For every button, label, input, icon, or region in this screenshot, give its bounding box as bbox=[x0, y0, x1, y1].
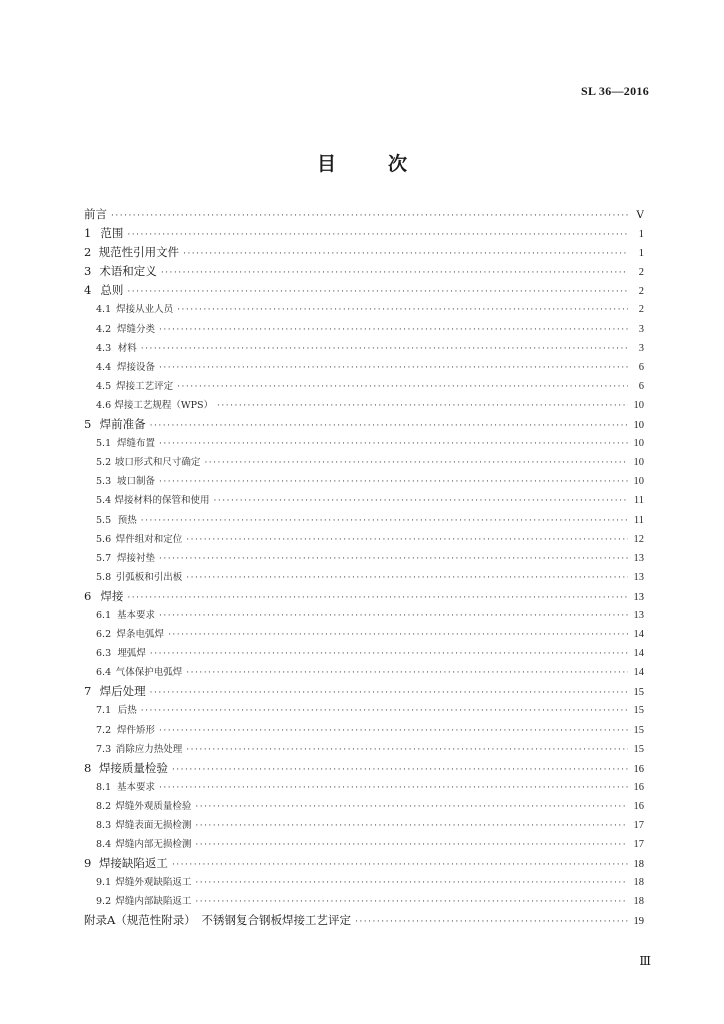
toc-entry-page: 18 bbox=[633, 877, 644, 889]
toc-entry-title: 焊接设备 bbox=[116, 361, 155, 373]
toc-entry-title: 范围 bbox=[100, 226, 124, 241]
toc-entry-number: 5 bbox=[84, 417, 92, 432]
toc-entry-title: 坡口制备 bbox=[116, 476, 155, 488]
toc-entry-page: 14 bbox=[633, 629, 644, 641]
page-number: Ⅲ bbox=[639, 954, 651, 968]
toc-entry-number: 4.1 bbox=[96, 304, 112, 316]
toc-leader-dots bbox=[195, 840, 628, 850]
toc-entry-title: 预热 bbox=[117, 514, 137, 526]
toc-entry[interactable] bbox=[84, 454, 644, 473]
toc-entry[interactable] bbox=[84, 340, 644, 359]
toc-entry[interactable] bbox=[84, 397, 644, 416]
toc-entry-page: 18 bbox=[633, 859, 644, 871]
toc-entry-number: 4.2 bbox=[96, 323, 112, 335]
toc-entry[interactable] bbox=[84, 798, 644, 817]
toc-entry-page: Ⅴ bbox=[636, 210, 644, 221]
toc-leader-dots bbox=[127, 230, 628, 240]
toc-entry[interactable] bbox=[84, 855, 644, 874]
toc-entry-page: 13 bbox=[633, 609, 644, 621]
toc-entry-page: 2 bbox=[638, 304, 644, 316]
toc-entry[interactable] bbox=[84, 301, 644, 320]
toc-entry-number: 5.6 bbox=[96, 533, 112, 545]
toc-entry-title: 总则 bbox=[100, 283, 124, 298]
toc-entry-page: 16 bbox=[633, 800, 644, 812]
toc-entry-title: 附录A（规范性附录） 不锈钢复合钢板焊接工艺评定 bbox=[84, 913, 352, 928]
toc-entry-number: 4.3 bbox=[96, 342, 112, 354]
toc-leader-dots bbox=[177, 382, 628, 392]
toc-entry-number: 4.6 bbox=[96, 399, 112, 411]
toc-entry[interactable] bbox=[84, 626, 644, 645]
toc-entry-number: 1 bbox=[84, 226, 92, 241]
toc-entry-page: 10 bbox=[633, 457, 644, 469]
toc-entry-page: 16 bbox=[633, 763, 644, 775]
toc-entry[interactable] bbox=[84, 550, 644, 569]
toc-leader-dots bbox=[204, 458, 628, 468]
toc-entry-page: 12 bbox=[633, 533, 644, 545]
toc-entry[interactable] bbox=[84, 321, 644, 340]
toc-entry-page: 1 bbox=[638, 248, 644, 260]
toc-entry[interactable] bbox=[84, 569, 644, 588]
toc-entry[interactable] bbox=[84, 874, 644, 893]
toc-entry[interactable] bbox=[84, 359, 644, 378]
toc-entry-page: 11 bbox=[633, 495, 644, 507]
toc-entry[interactable] bbox=[84, 836, 644, 855]
toc-entry-title: 焊缝外观质量检验 bbox=[115, 800, 192, 812]
toc-entry-page: 6 bbox=[638, 361, 644, 373]
toc-entry-number: 5.5 bbox=[96, 514, 112, 526]
toc-entry[interactable] bbox=[84, 702, 644, 721]
toc-entry-title: 焊接 bbox=[100, 588, 124, 603]
toc-entry-title: 焊件矫形 bbox=[116, 724, 155, 736]
toc-entry-title: 坡口形式和尺寸确定 bbox=[114, 457, 201, 469]
toc-entry-page: 13 bbox=[633, 571, 644, 583]
toc-entry-number: 8.1 bbox=[96, 781, 112, 793]
toc-leader-dots bbox=[141, 516, 628, 526]
toc-entry-page: 17 bbox=[633, 839, 644, 851]
toc-entry-title: 焊缝分类 bbox=[116, 323, 155, 335]
toc-entry[interactable] bbox=[84, 206, 644, 225]
toc-entry-number: 6.4 bbox=[96, 667, 112, 679]
toc-entry-number: 9 bbox=[84, 856, 92, 871]
toc-entry-title: 焊接缺陷返工 bbox=[98, 856, 168, 871]
toc-entry-title: 材料 bbox=[117, 342, 137, 354]
toc-entry-title: 焊接材料的保管和使用 bbox=[114, 495, 210, 507]
toc-leader-dots bbox=[186, 535, 628, 545]
toc-entry-number: 2 bbox=[84, 245, 92, 260]
toc-leader-dots bbox=[150, 688, 628, 698]
toc-entry-number: 5.7 bbox=[96, 552, 112, 564]
toc-heading-char-1: 目 bbox=[316, 153, 336, 175]
toc-entry-title: 焊件组对和定位 bbox=[115, 533, 183, 545]
toc-entry-number: 4.5 bbox=[96, 380, 112, 392]
toc-leader-dots bbox=[150, 421, 628, 431]
toc-leader-dots bbox=[195, 802, 628, 812]
toc-entry-page: 13 bbox=[633, 591, 644, 603]
toc-entry[interactable] bbox=[84, 664, 644, 683]
toc-entry-title: 消除应力热处理 bbox=[115, 743, 183, 755]
toc-entry-number: 7 bbox=[84, 684, 92, 699]
toc-leader-dots bbox=[183, 249, 628, 259]
toc-leader-dots bbox=[159, 325, 628, 335]
toc-entry-page: 15 bbox=[633, 705, 644, 717]
toc-entry-number: 5.8 bbox=[96, 571, 112, 583]
toc-entry-title: 焊接衬垫 bbox=[116, 552, 155, 564]
toc-leader-dots bbox=[159, 477, 628, 487]
toc-entry-page: 1 bbox=[638, 229, 644, 241]
toc-entry-number: 8.4 bbox=[96, 839, 112, 851]
toc-entry-title: 气体保护电弧焊 bbox=[115, 667, 183, 679]
toc-entry[interactable] bbox=[84, 473, 644, 492]
toc-entry-title: 焊接工艺评定 bbox=[116, 380, 174, 392]
toc-entry-title: 焊前准备 bbox=[99, 417, 146, 432]
toc-leader-dots bbox=[168, 630, 628, 640]
toc-leader-dots bbox=[150, 649, 628, 659]
toc-entry-title: 焊接从业人员 bbox=[116, 304, 174, 316]
toc-entry-title: 焊接质量检验 bbox=[98, 760, 168, 775]
toc-entry-title: 焊缝布置 bbox=[116, 438, 155, 450]
toc-entry[interactable] bbox=[84, 760, 644, 779]
toc-entry[interactable] bbox=[84, 912, 644, 931]
toc-entry[interactable] bbox=[84, 282, 644, 301]
document-code: SL 36—2016 bbox=[580, 84, 649, 98]
toc-entry-title: 引弧板和引出板 bbox=[115, 571, 183, 583]
toc-leader-dots bbox=[159, 554, 628, 564]
toc-entry-number: 5.1 bbox=[96, 438, 112, 450]
toc-entry-title: 基本要求 bbox=[116, 609, 155, 621]
toc-entry[interactable] bbox=[84, 588, 644, 607]
toc-entry[interactable] bbox=[84, 416, 644, 435]
toc-heading-char-2: 次 bbox=[388, 153, 408, 175]
toc-entry-title: 规范性引用文件 bbox=[98, 245, 180, 260]
toc-leader-dots bbox=[172, 860, 628, 870]
toc-leader-dots bbox=[111, 211, 628, 221]
toc-entry-page: 17 bbox=[633, 820, 644, 831]
toc-entry-title: 埋弧焊 bbox=[117, 648, 146, 660]
toc-entry[interactable] bbox=[84, 378, 644, 397]
toc-entry-number: 5.3 bbox=[96, 476, 112, 488]
toc-entry-number: 4.4 bbox=[96, 361, 112, 373]
toc-entry-title: 焊缝内部缺陷返工 bbox=[115, 896, 192, 908]
toc-entry-number: 8.3 bbox=[96, 820, 112, 831]
toc-entry-page: 10 bbox=[633, 399, 644, 411]
toc-leader-dots bbox=[127, 287, 628, 297]
toc-leader-dots bbox=[141, 344, 628, 354]
toc-entry-number: 6.2 bbox=[96, 629, 112, 641]
toc-leader-dots bbox=[214, 496, 628, 506]
toc-entry[interactable] bbox=[84, 817, 644, 836]
toc-leader-dots bbox=[161, 268, 628, 278]
toc-entry-page: 6 bbox=[638, 380, 644, 392]
toc-entry-page: 15 bbox=[633, 743, 644, 755]
toc-entry[interactable] bbox=[84, 225, 644, 244]
toc-entry-page: 3 bbox=[638, 323, 644, 335]
toc-entry[interactable] bbox=[84, 722, 644, 741]
toc-entry-number: 6.1 bbox=[96, 609, 112, 621]
toc-entry-page: 13 bbox=[633, 552, 644, 564]
toc-entry-title: 焊缝内部无损检测 bbox=[115, 839, 192, 851]
toc-entry[interactable] bbox=[84, 531, 644, 550]
toc-entry-title: 后热 bbox=[117, 705, 137, 717]
toc-entry-number: 8 bbox=[84, 760, 92, 775]
toc-entry[interactable] bbox=[84, 607, 644, 626]
toc-leader-dots bbox=[127, 593, 628, 603]
toc-leader-dots bbox=[159, 363, 628, 373]
toc-leader-dots bbox=[186, 745, 628, 755]
toc-entry-number: 3 bbox=[84, 264, 92, 279]
toc-entry[interactable] bbox=[84, 244, 644, 263]
toc-entry-page: 10 bbox=[633, 420, 644, 432]
toc-entry-title: 焊条电弧焊 bbox=[116, 629, 165, 641]
toc-entry-title: 术语和定义 bbox=[99, 264, 157, 279]
toc-leader-dots bbox=[186, 573, 628, 583]
toc-entry-number: 6.3 bbox=[96, 648, 112, 660]
toc-entry-page: 11 bbox=[633, 514, 644, 526]
toc-leader-dots bbox=[195, 821, 628, 831]
toc-entry-page: 15 bbox=[633, 724, 644, 736]
toc-leader-dots bbox=[186, 668, 628, 678]
toc-entry-number: 4 bbox=[84, 283, 92, 298]
toc-entry[interactable] bbox=[84, 779, 644, 798]
toc-leader-dots bbox=[177, 305, 628, 315]
toc-entry-page: 3 bbox=[638, 342, 644, 354]
toc-entry[interactable] bbox=[84, 492, 644, 511]
toc-entry-page: 18 bbox=[633, 896, 644, 908]
toc-heading bbox=[0, 149, 724, 176]
toc-entry-title: 焊接工艺规程（WPS） bbox=[114, 399, 214, 411]
toc-entry-title: 焊缝外观缺陷返工 bbox=[115, 877, 192, 889]
toc-entry-page: 16 bbox=[633, 781, 644, 793]
toc-entry-page: 2 bbox=[638, 267, 644, 279]
toc-entry-number: 6 bbox=[84, 588, 92, 603]
toc-entry-number: 8.2 bbox=[96, 800, 112, 812]
toc-entry-page: 14 bbox=[633, 648, 644, 660]
toc-entry[interactable] bbox=[84, 683, 644, 702]
toc-leader-dots bbox=[195, 878, 628, 888]
toc-leader-dots bbox=[159, 783, 628, 793]
toc-leader-dots bbox=[159, 439, 628, 449]
toc-entry-page: 2 bbox=[638, 286, 644, 298]
toc-leader-dots bbox=[217, 401, 628, 411]
table-of-contents bbox=[84, 206, 644, 932]
toc-entry-page: 14 bbox=[633, 667, 644, 679]
toc-leader-dots bbox=[141, 706, 628, 716]
toc-entry[interactable] bbox=[84, 893, 644, 912]
toc-leader-dots bbox=[159, 726, 628, 736]
toc-entry-title: 焊缝表面无损检测 bbox=[115, 820, 192, 831]
toc-entry-number: 7.1 bbox=[96, 705, 112, 717]
toc-entry[interactable] bbox=[84, 435, 644, 454]
toc-leader-dots bbox=[159, 611, 628, 621]
toc-leader-dots bbox=[195, 897, 628, 907]
toc-entry-number: 7.3 bbox=[96, 743, 112, 755]
toc-entry-number: 9.1 bbox=[96, 877, 112, 889]
toc-leader-dots bbox=[355, 917, 628, 927]
toc-entry-page: 10 bbox=[633, 438, 644, 450]
toc-entry-number: 9.2 bbox=[96, 896, 112, 908]
toc-entry[interactable] bbox=[84, 263, 644, 282]
toc-entry-title: 焊后处理 bbox=[99, 684, 146, 699]
toc-entry-title: 前言 bbox=[84, 207, 107, 221]
toc-entry-number: 5.4 bbox=[96, 495, 112, 507]
toc-entry-page: 19 bbox=[633, 916, 644, 928]
toc-entry-number: 7.2 bbox=[96, 724, 112, 736]
toc-entry[interactable] bbox=[84, 741, 644, 760]
toc-entry[interactable] bbox=[84, 645, 644, 664]
toc-entry-page: 15 bbox=[633, 687, 644, 699]
toc-leader-dots bbox=[172, 765, 628, 775]
toc-entry-number: 5.2 bbox=[96, 457, 112, 469]
toc-entry-page: 10 bbox=[633, 476, 644, 488]
toc-entry[interactable] bbox=[84, 512, 644, 531]
toc-entry-title: 基本要求 bbox=[116, 781, 155, 793]
